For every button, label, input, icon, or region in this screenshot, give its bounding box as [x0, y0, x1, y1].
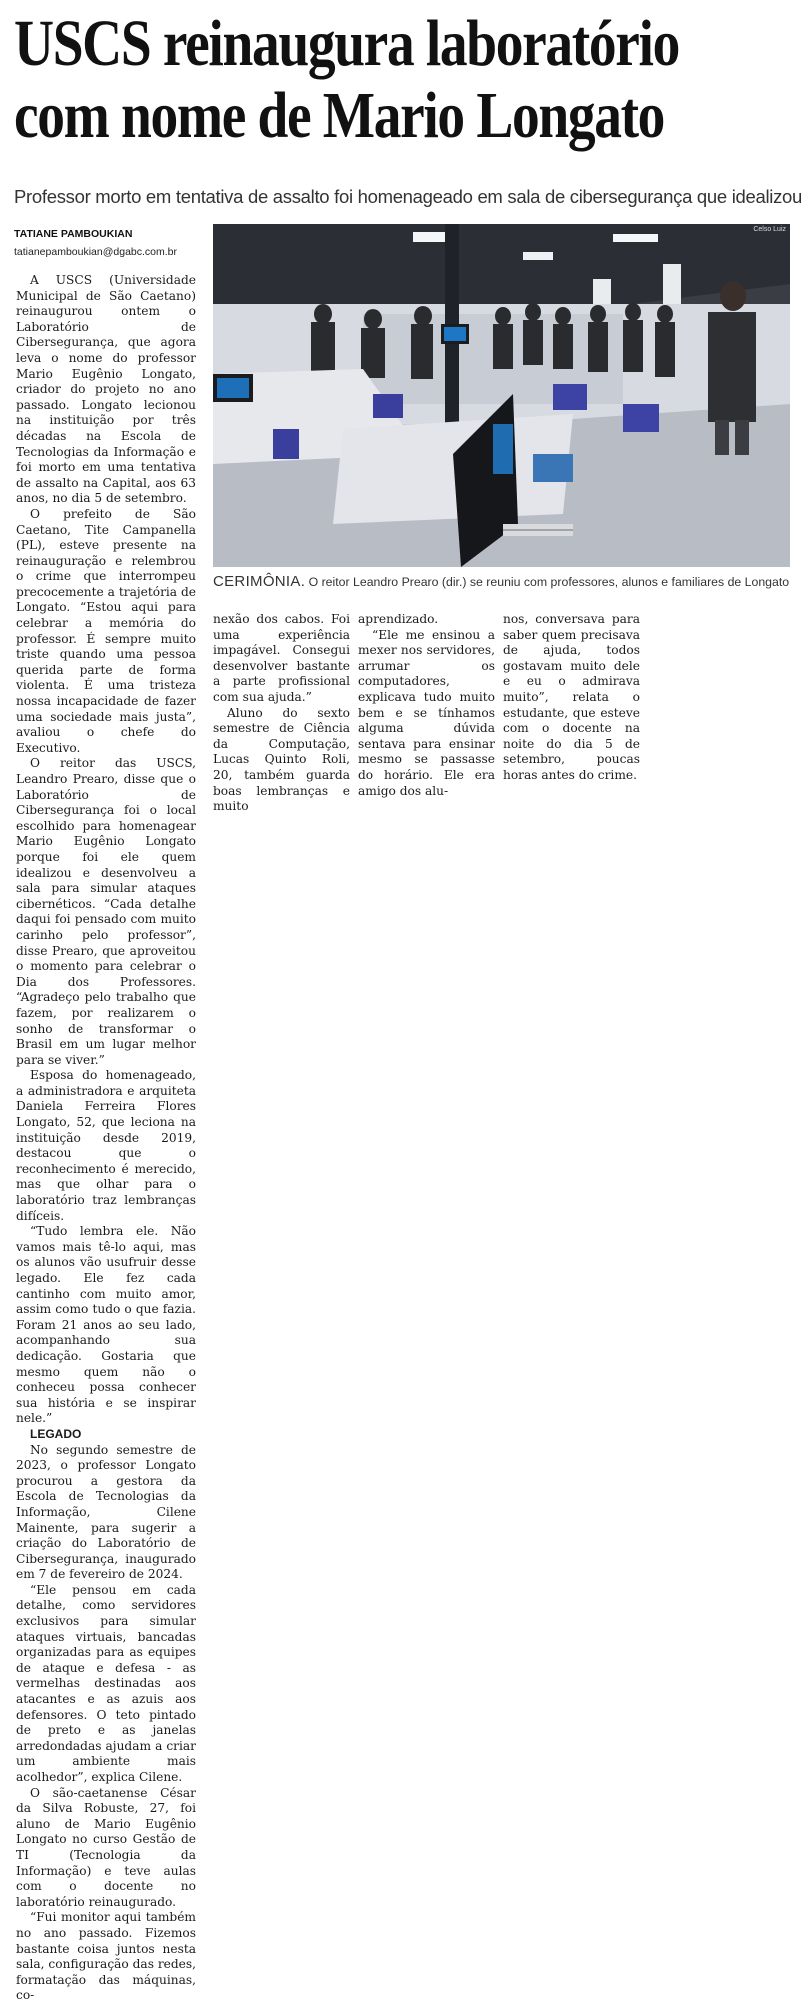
paragraph: “Tudo lembra ele. Não vamos mais tê-lo aqui, mas os alunos vão usufruir desse legado. Ele fez cada cantinho com muito amor, assim como tudo o que fazia. Foram 21 anos ao seu lado, acompanhando sua dedicação. Gostaria que mesmo quem não o conheceu possa conhecer sua história e se inspirar nele.” [16, 1224, 196, 1426]
author-byline: TATIANE PAMBOUKIAN [14, 228, 133, 240]
paragraph: O prefeito de São Caetano, Tite Campanella (PL), esteve presente na reinauguração e relembrou o crime que interrompeu precocemente a trajetória de Longato. “Estou aqui para celebrar a memória do professor. É sempre muito triste quando uma pessoa querida parte de forma violenta. É uma tristeza nossa incapacidade de fazer uma sociedade mais justa”, avaliou o chefe do Executivo. [16, 506, 196, 755]
paragraph: Esposa do homenageado, a administradora e arquiteta Daniela Ferreira Flores Longato, 52, que leciona na instituição desde 2019, destacou que o reconhecimento é merecido, mas que olhar para o laboratório traz lembranças difíceis. [16, 1068, 196, 1223]
paragraph: A USCS (Universidade Municipal de São Caetano) reinaugurou ontem o Laboratório de Cibersegurança, que agora leva o nome do professor Mario Eugênio Longato, criador do projeto no ano passado. Longato lecionou na instituição por três décadas na Escola de Tecnologias da Informação e foi morto em uma tentativa de assalto na Capital, aos 63 anos, no dia 5 de setembro. [16, 273, 196, 506]
headline [14, 8, 787, 152]
photo-credit: Celso Luiz [753, 226, 786, 233]
paragraph: “Fui monitor aqui também no ano passado. Fizemos bastante coisa juntos nesta sala, configuração das redes, formatação das máquinas, co- [16, 1910, 196, 2003]
subheadline: Professor morto em tentativa de assalto foi homenageado em sala de cibersegurança que idealizou [14, 186, 802, 207]
article-column-3 [358, 612, 495, 799]
author-email: tatianepamboukian@dgabc.com.br [14, 246, 178, 258]
article-column-1 [16, 273, 196, 2004]
photo-caption [213, 573, 793, 590]
paragraph: “Ele pensou em cada detalhe, como servidores exclusivos para simular ataques virtuais, bancadas organizadas para as equipes de ataque e defesa - as vermelhas destinadas aos atacantes e as azuis aos defensores. O teto pintado de preto e as janelas arredondadas ajudam a criar um ambiente mais acolhedor”, explica Cilene. [16, 1582, 196, 1784]
paragraph: O reitor das USCS, Leandro Prearo, disse que o Laboratório de Cibersegurança foi o local escolhido para homenagear Mario Eugênio Longato porque foi ele quem idealizou e desenvolveu a sala para simular ataques cibernéticos. “Cada detalhe daqui foi pensado com muito carinho pelo professor”, disse Prearo, que aproveitou o momento para celebrar o Dia dos Professores. “Agradeço pelo trabalho que fazem, por realizarem o sonho de transformar o Brasil em um lugar melhor para se viver.” [16, 756, 196, 1067]
paragraph: aprendizado. [358, 612, 439, 626]
paragraph: nexão dos cabos. Foi uma experiência impagável. Consegui desenvolver bastante a parte profissional com sua ajuda.” [213, 612, 350, 704]
headline-line-2: com nome de Mario Longato [14, 79, 665, 152]
caption-lead: CERIMÔNIA. [213, 573, 306, 590]
paragraph: “Ele me ensinou a mexer nos servidores, arrumar os computadores, explicava tudo muito bem e se tínhamos alguma dúvida sentava para ensinar mesmo se passasse do horário. Ele era amigo dos alu- [358, 627, 495, 798]
paragraph: Aluno do sexto semestre de Ciência da Computação, Lucas Quinto Roli, 20, também guarda boas lembranças e muito [213, 705, 350, 814]
paragraph: O são-caetanense César da Silva Robuste, 27, foi aluno de Mario Eugênio Longato no curso Gestão de TI (Tecnologia da Informação) e teve aulas com o docente no laboratório reinaugurado. [16, 1785, 196, 1909]
caption-text: O reitor Leandro Prearo (dir.) se reuniu com professores, alunos e familiares de Longato [305, 575, 790, 589]
paragraph: No segundo semestre de 2023, o professor Longato procurou a gestora da Escola de Tecnologias da Informação, Cilene Mainente, para sugerir a criação do Laboratório de Cibersegurança, inaugurado em 7 de fevereiro de 2024. [16, 1442, 196, 1582]
article-photo [213, 224, 790, 567]
article-column-4 [503, 612, 640, 784]
article-column-2 [213, 612, 350, 815]
headline-line-1: USCS reinaugura laboratório [14, 7, 679, 80]
lab-ceremony-photo [213, 224, 790, 567]
section-heading: LEGADO [30, 1426, 82, 1441]
paragraph: nos, conversava para saber quem precisava de ajuda, todos gostavam muito dele e eu o admirava muito”, relata o estudante, que esteve com o docente na noite do dia 5 de setembro, poucas horas antes do crime. [503, 612, 640, 782]
